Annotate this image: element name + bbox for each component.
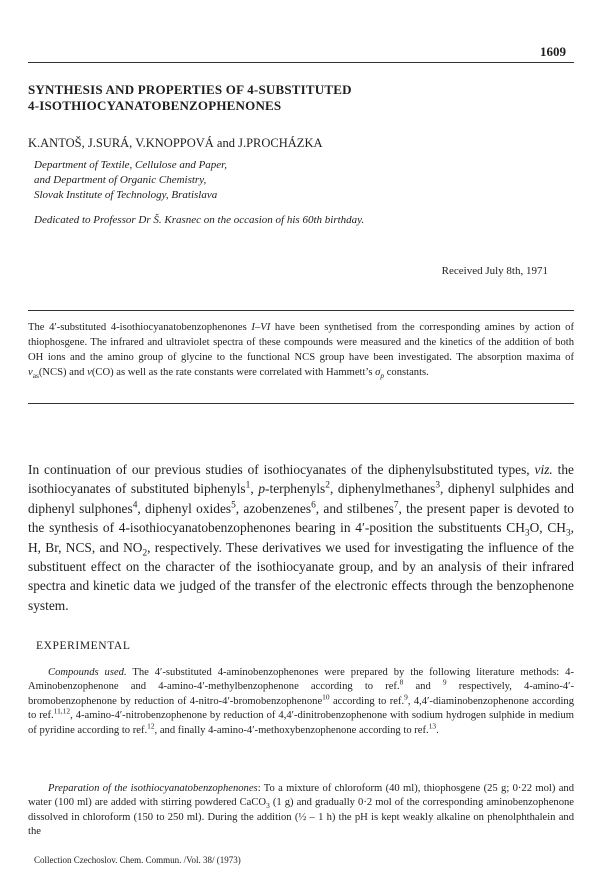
affiliation-line-3: Slovak Institute of Technology, Bratislava <box>34 189 218 201</box>
preparation-paragraph <box>28 782 574 840</box>
body-text: . <box>436 724 439 736</box>
abstract-top-rule <box>28 310 574 311</box>
page-number: 1609 <box>540 44 566 59</box>
reference-marker: 9 <box>442 677 447 687</box>
reference-marker: 8 <box>399 677 404 687</box>
reference-marker: 5 <box>231 500 236 511</box>
nu-symbol: ν <box>87 367 92 378</box>
body-text: , azobenzenes <box>235 500 312 516</box>
subscript: 3 <box>266 801 270 811</box>
reference-marker: 4 <box>132 500 138 511</box>
sigma-symbol: σ <box>375 367 381 378</box>
section-heading-experimental: EXPERIMENTAL <box>36 640 131 652</box>
article-title <box>28 82 568 114</box>
subscript: p <box>380 371 385 381</box>
affiliation-line-2: and Department of Organic Chemistry, <box>34 174 207 186</box>
abstract-bottom-rule <box>28 403 574 404</box>
header-rule <box>28 62 574 63</box>
body-text: , <box>250 481 259 497</box>
body-text: , H, Br, NCS, and NO <box>28 520 574 555</box>
abstract-text: – <box>254 322 261 333</box>
body-text: , 4-amino-4′-nitrobenzophenone by reduction of 4,4′-dinitrobenzophenone with sodium hydrogen sulphide in medium of pyridine according to ref. <box>28 710 574 736</box>
subscript: as <box>32 371 39 381</box>
title-line-2: 4-ISOTHIOCYANATOBENZOPHENONES <box>28 98 282 113</box>
body-text: -terphenyls <box>265 481 326 497</box>
paragraph-lead: Compounds used. <box>48 667 127 678</box>
reference-marker: 3 <box>435 480 441 491</box>
body-text: , 4,4′-diaminobenzophenone according to ref. <box>28 695 574 722</box>
reference-marker: 6 <box>311 500 316 511</box>
abstract-text: (NCS) and <box>38 367 88 378</box>
reference-marker: 2 <box>325 480 330 491</box>
body-text: and <box>403 681 443 693</box>
body-text: (1 g) and gradually 0·2 mol of the corresponding aminobenzophenone dissolved in chloroform (150 to 250 ml). During the addition (½ – 1 h) the pH is kept weakly alkaline on phenolphthalein and the <box>28 797 574 838</box>
affiliation-line-1: Department of Textile, Cellulose and Paper, <box>34 159 227 171</box>
body-text: the isothiocyanates of substituted biphenyls <box>28 462 574 497</box>
body-text: , diphenylmethanes <box>329 481 436 497</box>
reference-marker: 9 <box>404 692 408 702</box>
compound-label: I <box>251 322 255 333</box>
reference-marker: 11,12 <box>53 706 71 716</box>
body-text: : To a mixture of chloroform (40 ml), thiophosgene (25 g; 0·22 mol) and water (100 ml) are added with stirring powdered CaCO <box>28 783 574 809</box>
body-text: In continuation of our previous studies of isothiocyanates of the diphenylsubstituted types, <box>28 462 535 477</box>
author-list: K.ANTOŠ, J.SURÁ, V.KNOPPOVÁ and J.PROCHÁZKA <box>28 136 323 150</box>
subscript: 2 <box>142 548 148 559</box>
intro-paragraph <box>28 460 574 615</box>
running-header <box>28 44 582 62</box>
subscript: 3 <box>565 528 571 539</box>
affiliation <box>34 158 227 203</box>
body-text: , respectively. These derivatives we used for investigating the influence of the substituent effect on the character of the isothiocyanate group, and by an analysis of their infrared spectra and kinetic data we judged of the transfer of the electronic effects through the benzophenone system. <box>28 539 574 613</box>
compounds-used-paragraph <box>28 666 574 738</box>
body-text: p <box>258 481 266 497</box>
dedication: Dedicated to Professor Dr Š. Krasnec on the occasion of his 60th birthday. <box>34 214 365 226</box>
body-text: according to ref. <box>329 695 405 707</box>
title-line-1: SYNTHESIS AND PROPERTIES OF 4-SUBSTITUTED <box>28 82 352 97</box>
abstract-text: have been synthetised from the corresponding amines by action of thiophosgene. The infrared and ultraviolet spectra of these compounds were measured and the kinetics of the addition of both OH ions and the amino group of glycine to the functional NCS group have been investigated. The absorption maxima of <box>28 322 574 363</box>
body-text: , the present paper is devoted to the synthesis of 4-isothiocyanatobenzophenones bearing in 4′-position the substituents CH <box>28 500 575 536</box>
journal-footer: Collection Czechoslov. Chem. Commun. /Vol. 38/ (1973) <box>34 855 241 865</box>
nu-symbol: ν <box>28 367 33 378</box>
subscript: 3 <box>524 528 530 539</box>
body-text: viz. <box>534 462 553 477</box>
body-text: , diphenyl oxides <box>137 500 232 516</box>
body-text: O, CH <box>529 520 566 536</box>
reference-marker: 10 <box>322 692 330 702</box>
abstract-text: constants. <box>384 367 429 378</box>
compound-label: VI <box>260 322 271 333</box>
received-date: Received July 8th, 1971 <box>441 265 548 277</box>
abstract-text: (CO) as well as the rate constants were correlated with Hammett’s <box>91 367 376 378</box>
reference-marker: 1 <box>245 480 251 491</box>
reference-marker: 13 <box>428 721 437 731</box>
body-text: , and stilbenes <box>315 500 394 516</box>
abstract-text: The 4′-substituted 4-isothiocyanatobenzophenones <box>28 322 252 333</box>
body-text: , and finally 4-amino-4′-methoxybenzophenone according to ref. <box>154 724 429 736</box>
reference-marker: 12 <box>147 721 155 731</box>
paragraph-lead: Preparation of the isothiocyanatobenzophenones <box>48 783 258 794</box>
body-text: respectively, 4-amino-4′-bromobenzophenone by reduction of 4-nitro-4′-bromobenzophenone <box>28 681 575 707</box>
reference-marker: 7 <box>393 500 399 511</box>
abstract <box>28 320 574 380</box>
body-text: The 4′-substituted 4-aminobenzophenones were prepared by the following literature methods: 4-Aminobenzophenone and 4-amino-4′-methylbenzophenone according to ref. <box>28 667 574 693</box>
body-text: , diphenyl sulphides and diphenyl sulphones <box>28 481 574 516</box>
